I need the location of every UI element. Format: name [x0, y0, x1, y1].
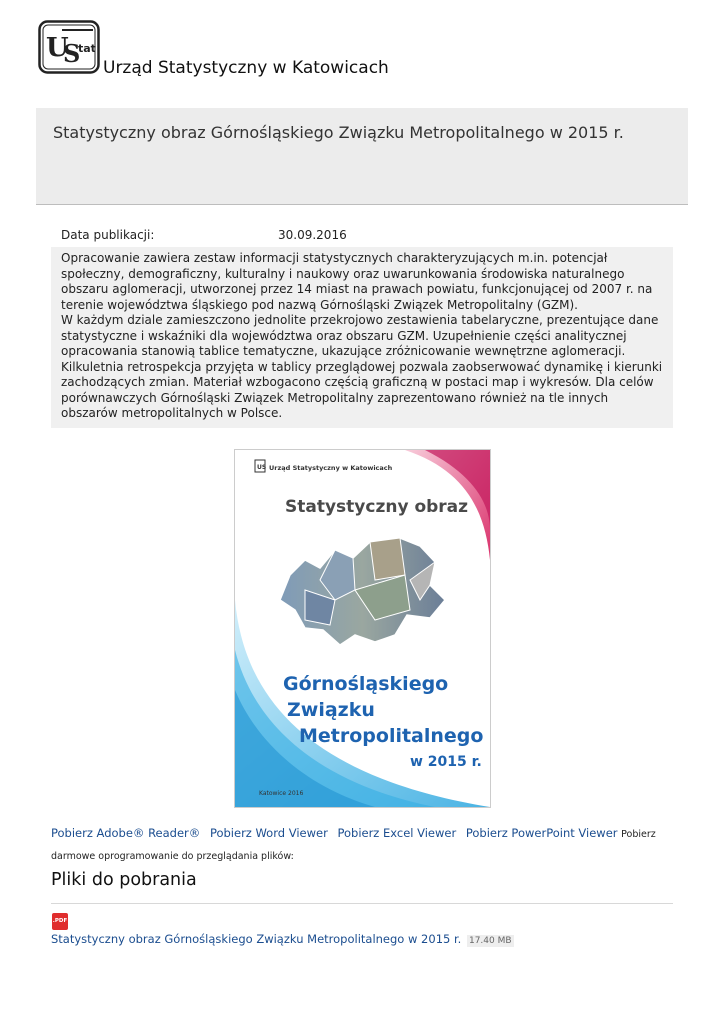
- file-size-badge: 17.40 MB: [468, 936, 512, 946]
- page-title: Statystyczny obraz Górnośląskiego Związku Metropolitalnego w 2015 r.: [53, 123, 624, 142]
- cover-graphic: [235, 450, 490, 807]
- software-links: [51, 823, 671, 867]
- svg-text:tat: tat: [78, 42, 96, 55]
- org-name[interactable]: Urząd Statystyczny w Katowicach: [103, 58, 389, 78]
- cover-title-line3: Związku: [287, 699, 375, 721]
- word-viewer-link[interactable]: Pobierz Word Viewer: [209, 826, 328, 840]
- cover-title-line5: w 2015 r.: [410, 754, 482, 770]
- cover-title-line4: Metropolitalnego: [299, 725, 484, 747]
- excel-viewer-link[interactable]: Pobierz Excel Viewer: [337, 826, 457, 840]
- svg-text:US: US: [257, 464, 267, 471]
- download-item: [51, 932, 514, 946]
- download-file-link[interactable]: Statystyczny obraz Górnośląskiego Związku Metropolitalnego w 2015 r.: [51, 932, 462, 946]
- cover-title-line1: Statystyczny obraz: [285, 497, 469, 517]
- pdf-icon: .PDF: [52, 913, 68, 930]
- cover-org-text: Urząd Statystyczny w Katowicach: [269, 464, 393, 472]
- publication-date-label: Data publikacji:: [61, 228, 155, 242]
- svg-text:U: U: [46, 33, 69, 63]
- software-note: Pobierz darmowe oprogramowanie do przeglądania plików:: [51, 829, 656, 862]
- ustat-logo[interactable]: [38, 20, 100, 74]
- cover-footer: Katowice 2016: [259, 790, 304, 797]
- adobe-reader-link[interactable]: Pobierz Adobe® Reader®: [51, 826, 201, 840]
- cover-title-line2: Górnośląskiego: [283, 673, 449, 695]
- svg-text:S: S: [63, 39, 81, 68]
- divider: [51, 903, 673, 904]
- downloads-heading: Pliki do pobrania: [51, 870, 197, 890]
- title-panel: [36, 108, 688, 205]
- logo-graphic: [38, 20, 100, 74]
- publication-date-value: 30.09.2016: [278, 228, 347, 242]
- powerpoint-viewer-link[interactable]: Pobierz PowerPoint Viewer: [465, 826, 618, 840]
- publication-description: Opracowanie zawiera zestaw informacji statystycznych charakteryzujących m.in. potencjał społeczny, demograficzny, kulturalny i naukowy oraz uwarunkowania środowiska naturalnego obszaru aglomeracji, utworzonej przez 14 miast na prawach powiatu, funkcjonującej od 2007 r. na terenie województwa śląskiego pod nazwą Górnośląski Związek Metropolitalny (GZM). W każdym dziale zamieszczono jednolite przekrojowo zestawienia tabelaryczne, prezentujące dane statystyczne i wskaźniki dla województwa oraz obszaru GZM. Uzupełnienie części analitycznej opracowania stanowią tablice tematyczne, ukazujące zróżnicowanie wewnętrzne aglomeracji. Kilkuletnia retrospekcja przyjęta w tablicy przeglądowej pozwala zaobserwować dynamikę i kierunki zachodzących zmian. Materiał wzbogacono częścią graficzną w postaci map i wykresów. Dla celów porównawczych Górnośląski Związek Metropolitalny zaprezentowano również na tle innych obszarów metropolitalnych w Polsce.: [51, 247, 673, 428]
- publication-cover-image[interactable]: [234, 449, 491, 808]
